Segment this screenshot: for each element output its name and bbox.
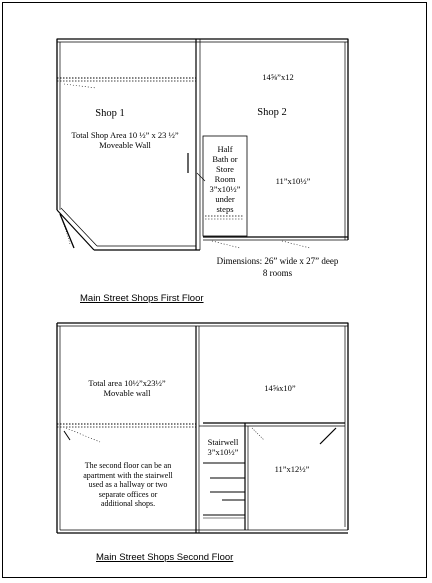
second-floor-left-area: Total area 10½”x23½” Movable wall [88,378,166,398]
shop1-area-text: Total Shop Area 10 ½” x 23 ½” Moveable Wall [71,130,179,150]
shop2-lower-dimension: 11”x10½” [275,176,311,186]
shop1-label: Shop 1 [95,108,125,119]
second-floor-upper-dimension: 14⅝x10” [264,383,296,393]
second-floor-note: The second floor can be an apartment with the stairwell used as a hallway or two separate offices or additional shops. [83,461,173,509]
stairwell-label: Stairwell 3”x10½” [207,437,239,457]
shop2-upper-dimension: 14⅝”x12 [262,72,294,82]
half-bath-label: Half Bath or Store Room 3”x10½” under steps [209,144,241,214]
second-floor-room-dimension: 11”x12½” [274,464,310,474]
first-floor-caption: Main Street Shops First Floor [80,293,204,304]
dimensions-text: Dimensions: 26” wide x 27” deep [216,256,339,266]
second-floor-caption: Main Street Shops Second Floor [96,552,234,563]
shop2-label: Shop 2 [257,107,287,118]
room-count-text: 8 rooms [262,268,293,278]
